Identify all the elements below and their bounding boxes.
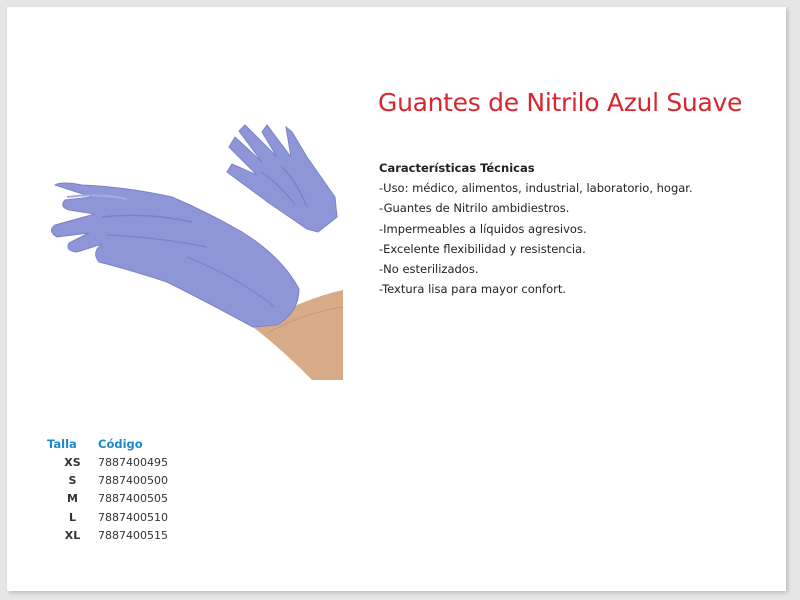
- features-list: [379, 178, 693, 299]
- feature-item: -Textura lisa para mayor confort.: [379, 282, 567, 297]
- code-cell: 7887400500: [98, 474, 168, 488]
- feature-item: -Uso: médico, alimentos, industrial, laboratorio, hogar.: [379, 181, 693, 196]
- code-cell: 7887400515: [98, 529, 168, 543]
- size-cell: XL: [64, 529, 81, 543]
- feature-item: -Excelente flexibilidad y resistencia.: [379, 241, 586, 256]
- catalog-page: [7, 7, 786, 591]
- product-title: Guantes de Nitrilo Azul Suave: [378, 88, 743, 117]
- table-row: [47, 471, 168, 489]
- table-row: [47, 527, 168, 545]
- features-heading: Características Técnicas: [379, 161, 535, 175]
- size-cell: L: [68, 510, 76, 524]
- size-column-header: Talla: [47, 437, 77, 451]
- code-cell: 7887400495: [98, 455, 168, 469]
- lower-glove: [51, 183, 299, 327]
- size-cell: S: [68, 474, 77, 488]
- feature-item: -Guantes de Nitrilo ambidiestros.: [379, 201, 570, 216]
- gloves-image: [47, 117, 347, 383]
- feature-item: -Impermeables a líquidos agresivos.: [379, 221, 587, 236]
- size-cell: M: [67, 492, 78, 506]
- table-row: [47, 453, 168, 471]
- code-cell: 7887400505: [98, 492, 168, 506]
- size-cell: XS: [64, 455, 81, 469]
- table-row: [47, 490, 168, 508]
- upper-glove: [227, 125, 337, 232]
- table-header-row: [47, 435, 168, 453]
- code-cell: 7887400510: [98, 510, 168, 524]
- code-column-header: Código: [98, 437, 143, 451]
- size-code-table: [47, 435, 168, 545]
- technical-features: [379, 158, 693, 299]
- feature-item: -No esterilizados.: [379, 262, 479, 277]
- table-row: [47, 508, 168, 526]
